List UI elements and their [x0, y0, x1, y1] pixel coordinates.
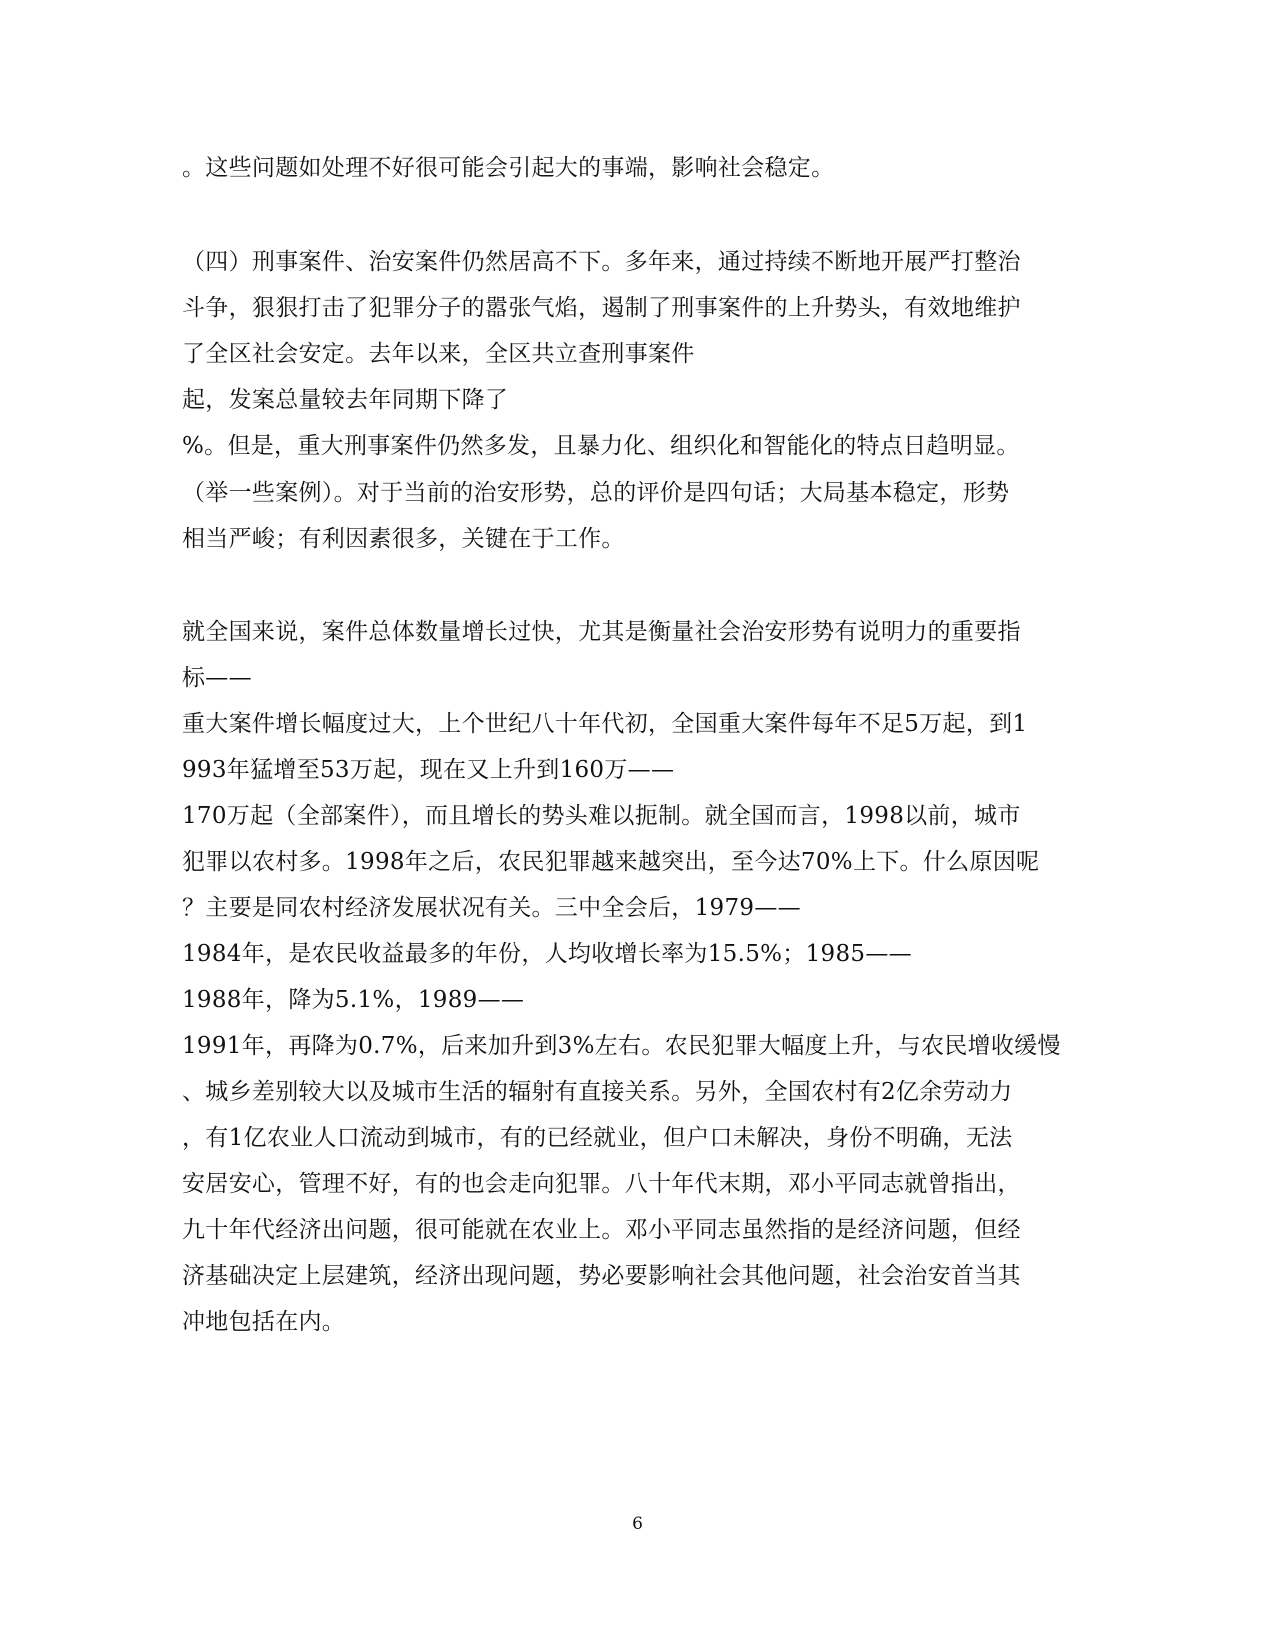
text-line: 1984年，是农民收益最多的年份，人均收增长率为15.5%；1985—— [182, 941, 912, 967]
text-line: 斗争，狠狠打击了犯罪分子的嚣张气焰，遏制了刑事案件的上升势头，有效地维护 [182, 295, 1021, 321]
page-number: 6 [632, 1514, 643, 1534]
text-line: 标—— [182, 665, 252, 691]
text-line: 起，发案总量较去年同期下降了 [182, 387, 509, 413]
text-line: 。这些问题如处理不好很可能会引起大的事端，影响社会稳定。 [182, 155, 835, 181]
text-line: （举一些案例）。对于当前的治安形势，总的评价是四句话；大局基本稳定，形势 [182, 480, 1010, 506]
text-line: 170万起（全部案件），而且增长的势头难以扼制。就全国而言，1998以前，城市 [182, 803, 1021, 829]
text-line: 就全国来说，案件总体数量增长过快，尤其是衡量社会治安形势有说明力的重要指 [182, 619, 1021, 645]
text-line: 冲地包括在内。 [182, 1309, 346, 1335]
text-line: 1988年，降为5.1%，1989—— [182, 987, 525, 1013]
text-line: ，有1亿农业人口流动到城市，有的已经就业，但户口未解决，身份不明确，无法 [182, 1125, 1013, 1151]
text-line: 重大案件增长幅度过大，上个世纪八十年代初，全国重大案件每年不足5万起，到1 [182, 711, 1028, 737]
text-line: （四）刑事案件、治安案件仍然居高不下。多年来，通过持续不断地开展严打整治 [182, 249, 1021, 275]
text-line: 、城乡差别较大以及城市生活的辐射有直接关系。另外，全国农村有2亿余劳动力 [182, 1079, 1013, 1105]
text-line: 九十年代经济出问题，很可能就在农业上。邓小平同志虽然指的是经济问题，但经 [182, 1217, 1021, 1243]
text-line: 了全区社会安定。去年以来，全区共立查刑事案件 [182, 341, 695, 367]
text-line: 犯罪以农村多。1998年之后，农民犯罪越来越突出，至今达70%上下。什么原因呢 [182, 849, 1040, 875]
text-line: 993年猛增至53万起，现在又上升到160万—— [182, 757, 675, 783]
text-line: 相当严峻；有利因素很多，关键在于工作。 [182, 526, 625, 552]
text-line: 1991年，再降为0.7%，后来加升到3%左右。农民犯罪大幅度上升，与农民增收缓慢 [182, 1033, 1061, 1059]
text-line: ？主要是同农村经济发展状况有关。三中全会后，1979—— [182, 895, 801, 921]
text-line: %。但是，重大刑事案件仍然多发，且暴力化、组织化和智能化的特点日趋明显。 [182, 433, 1020, 459]
text-line: 安居安心，管理不好，有的也会走向犯罪。八十年代末期，邓小平同志就曾指出， [182, 1171, 1021, 1197]
text-line: 济基础决定上层建筑，经济出现问题，势必要影响社会其他问题，社会治安首当其 [182, 1263, 1021, 1289]
